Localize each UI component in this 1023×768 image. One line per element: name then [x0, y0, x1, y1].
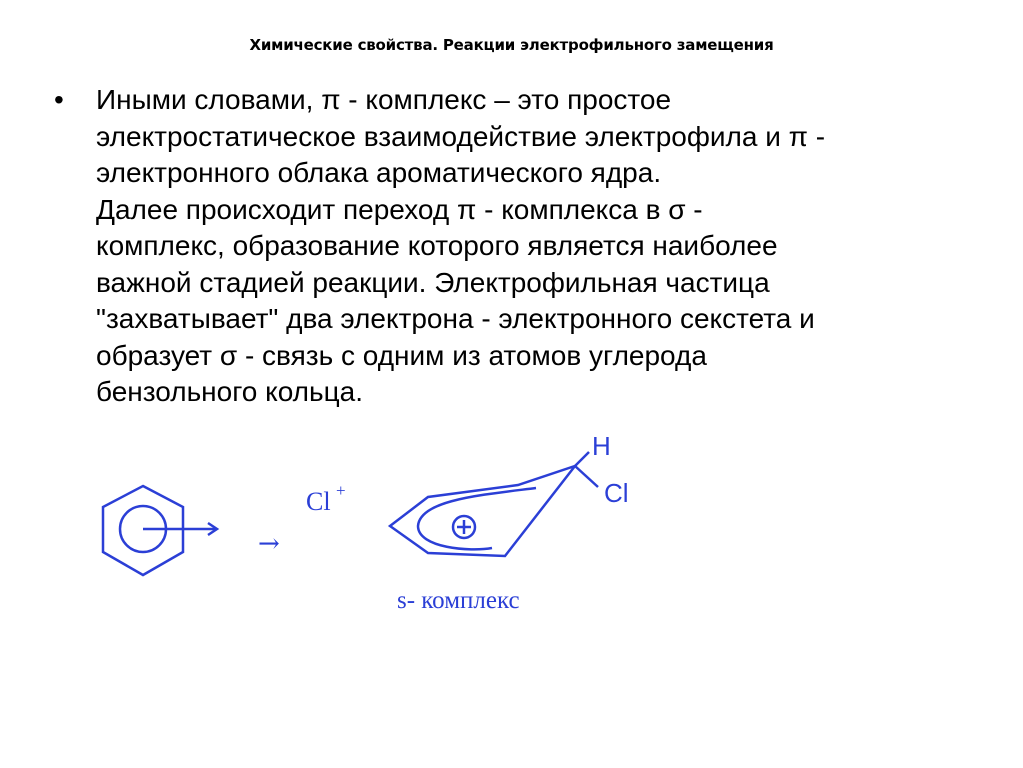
- paragraph-line: образует σ - связь с одним из атомов углерода: [96, 339, 707, 371]
- paragraph-line: Далее происходит переход π - комплекса в σ -: [96, 193, 703, 225]
- reaction-diagram: [0, 420, 1023, 630]
- electrophile-symbol: Cl: [306, 487, 331, 516]
- paragraph-line: бензольного кольца.: [96, 376, 363, 407]
- bullet-marker: •: [54, 84, 64, 115]
- cl-bond: [575, 466, 598, 487]
- sigma-complex: [390, 452, 598, 556]
- benzene-hexagon: [103, 486, 183, 575]
- h-bond: [575, 452, 589, 466]
- reaction-arrow: →: [258, 529, 280, 559]
- paragraph-text: [96, 82, 996, 411]
- sigma-ring: [390, 466, 575, 556]
- paragraph-line: электростатическое взаимодействие электрофила и π -: [96, 120, 826, 152]
- paragraph-line: электронного облака ароматического ядра.: [96, 157, 662, 188]
- paragraph-line: Иными словами, π - комплекс – это простое: [96, 84, 672, 115]
- electrophile-charge: +: [336, 481, 346, 500]
- sigma-complex-caption: s- комплекс: [397, 587, 520, 614]
- paragraph-line: "захватывает" два электрона - электронного секстета и: [96, 303, 815, 334]
- paragraph-line: важной стадией реакции. Электрофильная частица: [96, 266, 770, 298]
- h-label: H: [592, 431, 611, 461]
- cl-label: Cl: [604, 478, 629, 508]
- benzene-ring: [103, 486, 217, 575]
- slide-title: Химические свойства. Реакции электрофильного замещения: [249, 36, 774, 54]
- paragraph-line: комплекс, образование которого является наиболее: [96, 230, 778, 261]
